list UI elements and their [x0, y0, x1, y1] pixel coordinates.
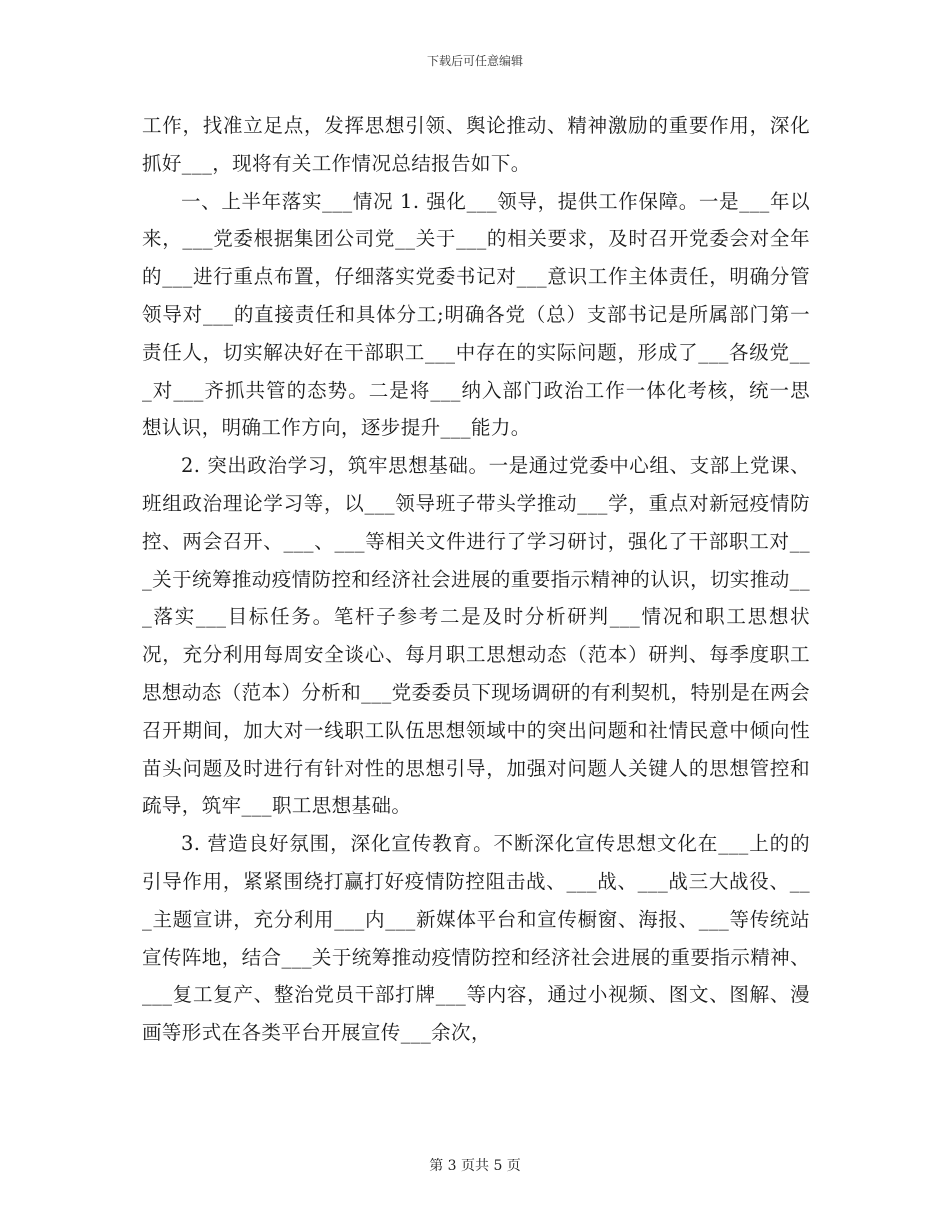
- document-body: [142, 107, 810, 1052]
- paragraph-intro: 工作，找准立足点，发挥思想引领、舆论推动、精神激励的重要作用，深化抓好___，现将有关工作情况总结报告如下。: [142, 114, 810, 175]
- paragraph-section-1: 一、上半年落实___情况 1. 强化___领导，提供工作保障。一是___年以来，___党委根据集团公司党__关于___的相关要求，及时召开党委会对全年的___进行重点布置，仔细落实党委书记对___意识工作主体责任，明确分管领导对___的直接责任和具体分工;明确各党（总）支部书记是所属部门第一责任人，切实解决好在干部职工___中存在的实际问题，形成了___各级党___对___齐抓共管的态势。二是将___纳入部门政治工作一体化考核，统一思想认识，明确工作方向，逐步提升___能力。: [142, 189, 810, 440]
- paragraph-section-3: 3. 营造良好氛围，深化宣传教育。不断深化宣传思想文化在___上的的引导作用，紧紧围绕打赢打好疫情防控阻击战、___战、___战三大战役、___主题宣讲，充分利用___内___新媒体平台和宣传橱窗、海报、___等传统站宣传阵地，结合___关于统筹推动疫情防控和经济社会进展的重要指示精神、___复工复产、整治党员干部打牌___等内容，通过小视频、图文、图解、漫画等形式在各类平台开展宣传___余次，: [142, 832, 810, 1045]
- page-header: 下载后可任意编辑: [426, 54, 523, 68]
- page-number: 第 3 页共 5 页: [429, 1158, 521, 1174]
- paragraph-section-2: 2. 突出政治学习，筑牢思想基础。一是通过党委中心组、支部上党课、班组政治理论学习等，以___领导班子带头学推动___学，重点对新冠疫情防控、两会召开、___、___等相关文件进行了学习研讨，强化了干部职工对___关于统筹推动疫情防控和经济社会进展的重要指示精神的认识，切实推动___落实___目标任务。笔杆子参考二是及时分析研判___情况和职工思想状况，充分利用每周安全谈心、每月职工思想动态（范本）研判、每季度职工思想动态（范本）分析和___党委委员下现场调研的有利契机，特别是在两会召开期间，加大对一线职工队伍思想领域中的突出问题和社情民意中倾向性苗头问题及时进行有针对性的思想引导，加强对问题人关键人的思想管控和疏导，筑牢___职工思想基础。: [142, 454, 810, 818]
